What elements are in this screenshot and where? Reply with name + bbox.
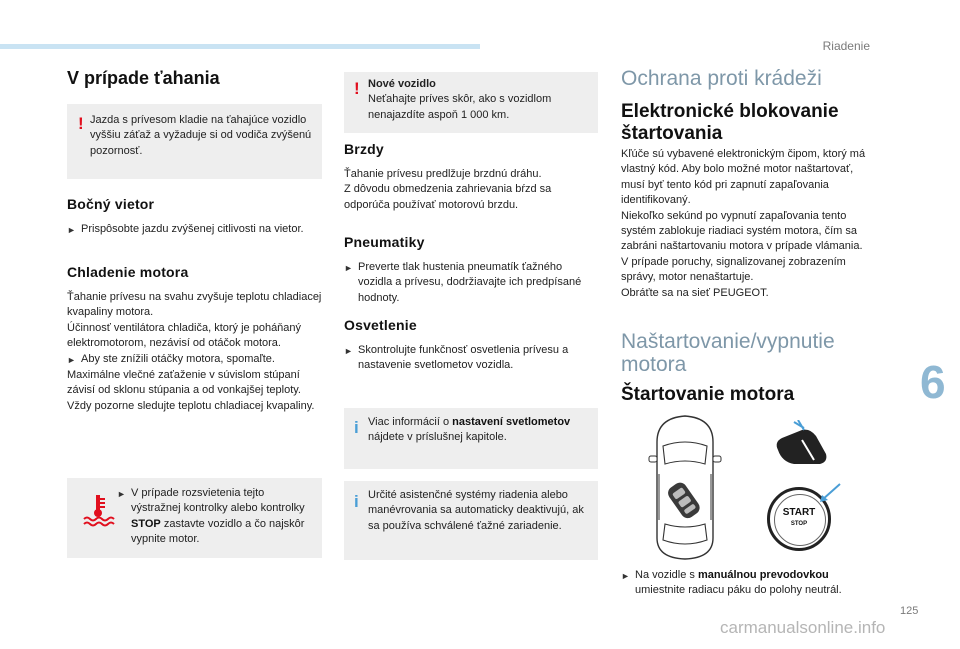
newcar-title: Nové vozidlo <box>368 78 436 90</box>
overheat-box <box>67 478 322 558</box>
triangle-bullet-icon: ► <box>67 354 76 365</box>
manual-gearbox-bullet: ► Na vozidle s manuálnou prevodovkou umiestnite radiacu páku do polohy neutrál. <box>621 568 871 599</box>
info-icon: i <box>354 492 359 511</box>
newcar-body: Neťahajte príves skôr, ako s vozidlom nenajazdíte aspoň 1 000 km. <box>368 93 552 121</box>
brake-pedal-icon <box>772 420 832 470</box>
startstop-title: Naštartovanie/vypnutie motora <box>621 330 835 376</box>
towing-warning-box <box>67 104 322 179</box>
brakes-p2: Z dôvodu obmedzenia zahrievania bŕzd sa odporúča používať motorovú brzdu. <box>344 183 552 211</box>
tyres-title: Pneumatiky <box>344 234 425 250</box>
info-assist-box <box>344 481 598 560</box>
towing-title: V prípade ťahania <box>67 68 220 88</box>
newcar-text <box>368 77 590 123</box>
exclamation-icon: ! <box>78 114 84 133</box>
cooling-body <box>67 290 322 414</box>
page-number: 125 <box>900 605 919 617</box>
triangle-bullet-icon: ► <box>67 225 76 235</box>
brakes-title: Brzdy <box>344 141 384 157</box>
watermark: carmanualsonline.info <box>720 618 886 637</box>
info-assist-text: Určité asistenčné systémy riadenia alebo manévrovania sa automaticky deaktivujú, ak sa používa schválené ťažné zariadenie. <box>368 489 584 532</box>
header-accent-bar <box>0 44 480 49</box>
lighting-title: Osvetlenie <box>344 317 417 333</box>
triangle-bullet-icon: ► <box>117 489 126 499</box>
crosswind-title: Bočný vietor <box>67 196 155 212</box>
brakes-body <box>344 167 598 213</box>
antitheft-body <box>621 147 869 301</box>
lighting-bullet: ► Skontrolujte funkčnosť osvetlenia prívesu a nastavenie svetlometov vozidla. <box>344 343 598 374</box>
info-headlights-text: Viac informácií o nastavení svetlometov nájdete v príslušnej kapitole. <box>368 416 571 444</box>
newcar-warning-box <box>344 72 598 133</box>
antitheft-p2: Niekoľko sekúnd po vypnutí zapaľovania tento systém zablokuje riadiaci systém motora, čím sa zabráni naštartovaniu motora v prípade vlámania. <box>621 209 863 253</box>
cooling-p4: Vždy pozorne sledujte teplotu chladiacej kvapaliny. <box>67 399 315 412</box>
press-arrow-icon <box>816 482 842 504</box>
cooling-bullet: ► Aby ste znížili otáčky motora, spomaľte. <box>67 352 322 368</box>
car-key-illustration <box>645 412 725 562</box>
overheat-bullet: ► V prípade rozsvietenia tejto výstražnej kontrolky alebo kontrolky STOP zastavte vozidlo a čo najskôr vypnite motor. <box>117 486 315 548</box>
info-headlights-box <box>344 408 598 469</box>
brakes-p1: Ťahanie prívesu predlžuje brzdnú dráhu. <box>344 168 542 180</box>
crosswind-bullet: ► Prispôsobte jazdu zvýšenej citlivosti na vietor. <box>67 222 307 238</box>
antitheft-p3: V prípade poruchy, signalizovanej zobrazením správy, motor nenaštartuje. <box>621 255 846 284</box>
coolant-temperature-icon <box>81 493 115 527</box>
cooling-title: Chladenie motora <box>67 264 189 280</box>
cooling-p3: Maximálne vlečné zaťaženie v súvislom stúpaní závisí od sklonu stúpania a od vonkajšej teploty. <box>67 369 301 397</box>
antitheft-p1: Kľúče sú vybavené elektronickým čipom, ktorý má vlastný kód. Aby bolo možné motor naštartovať, musí byť tento kód pri zapnutí zapaľovania identifikovaný. <box>621 148 866 207</box>
antitheft-title: Ochrana proti krádeži <box>621 67 822 90</box>
immobiliser-title: Elektronické blokovanie štartovania <box>621 101 839 144</box>
triangle-bullet-icon: ► <box>621 571 630 581</box>
cooling-p2: Účinnosť ventilátora chladiča, ktorý je poháňaný elektromotorom, nezávisí od otáčok motora. <box>67 321 302 350</box>
start-label: START <box>782 507 816 518</box>
section-title: Riadenie <box>822 39 870 53</box>
triangle-bullet-icon: ► <box>344 346 353 356</box>
stop-label: STOP <box>790 521 808 527</box>
engine-start-title: Štartovanie motora <box>621 384 795 405</box>
triangle-bullet-icon: ► <box>344 263 353 273</box>
chapter-number: 6 <box>920 356 946 408</box>
towing-warning-text: Jazda s prívesom kladie na ťahajúce vozidlo vyššiu záťaž a vyžaduje si od vodiča zvýšenú pozornosť. <box>90 114 312 157</box>
antitheft-p4: Obráťte sa na sieť PEUGEOT. <box>621 286 769 299</box>
cooling-p1: Ťahanie prívesu na svahu zvyšuje teplotu chladiacej kvapaliny motora. <box>67 291 322 319</box>
tyres-bullet: ► Preverte tlak hustenia pneumatík ťažného vozidla a prívesu, dodržiavajte ich predpísané hodnoty. <box>344 260 598 306</box>
exclamation-icon: ! <box>354 79 360 98</box>
info-icon: i <box>354 418 359 437</box>
